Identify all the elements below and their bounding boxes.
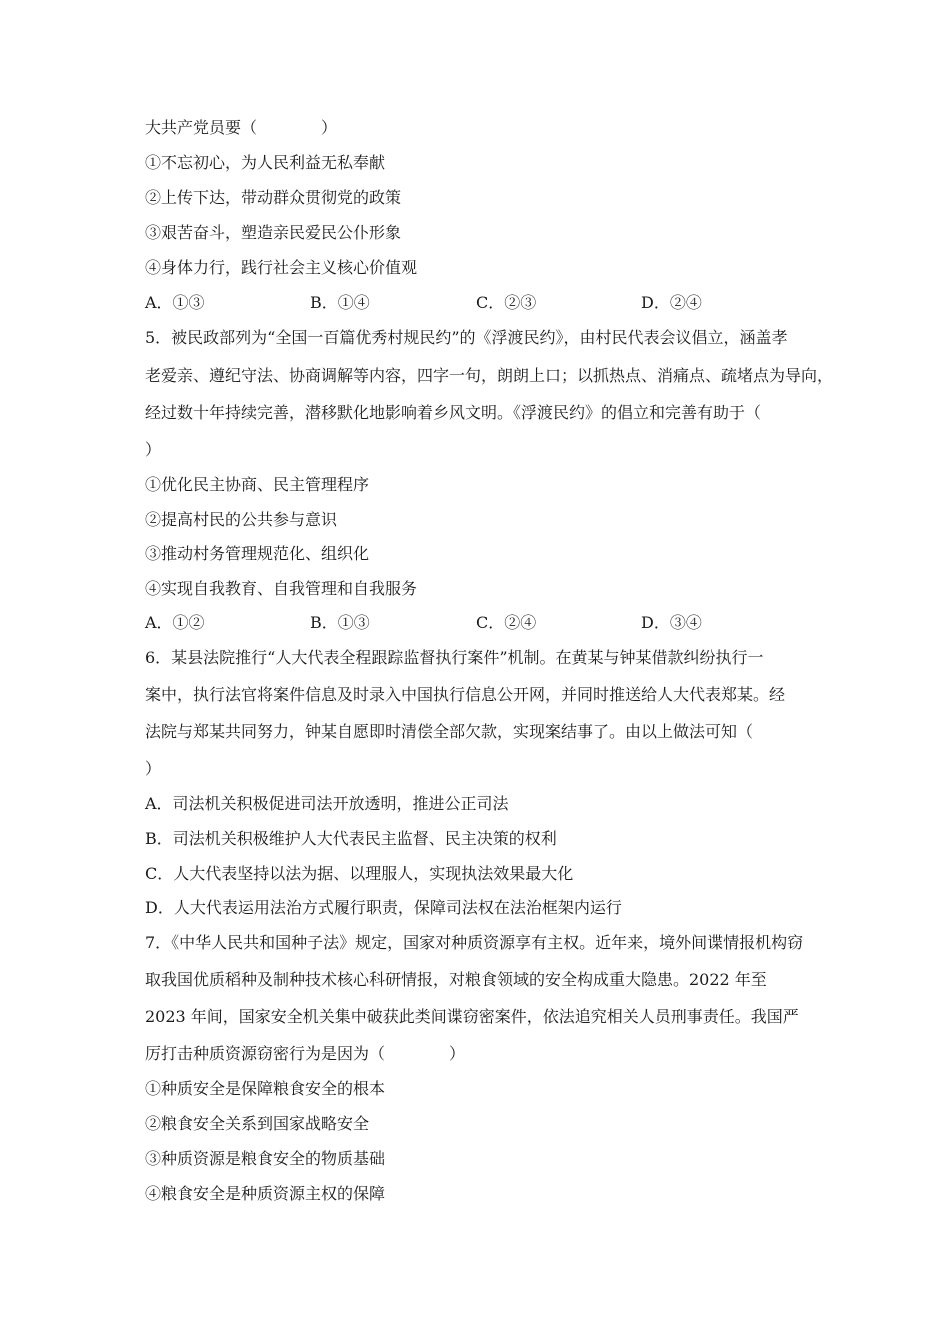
q7-stem-line-2: 取我国优质稻种及制种技术核心科研情报，对粮食领域的安全构成重大隐患。2022 年至 bbox=[145, 970, 767, 989]
q5-stem-line-2: 老爱亲、遵纪守法、协商调解等内容，四字一句，朗朗上口；以抓热点、消痛点、疏堵点为导向， bbox=[145, 366, 834, 385]
q5-item-1: ①优化民主协商、民主管理程序 bbox=[145, 475, 370, 494]
q4-item-3: ③艰苦奋斗，塑造亲民爱民公仆形象 bbox=[145, 223, 402, 242]
q5-option-d: D．③④ bbox=[641, 613, 702, 632]
q5-stem-line-4: ） bbox=[145, 440, 162, 459]
q7-item-4: ④粮食安全是种质资源主权的保障 bbox=[145, 1184, 386, 1203]
q7-stem-line-4: 厉打击种质资源窃密行为是因为（ ） bbox=[145, 1044, 466, 1063]
q5-options bbox=[145, 613, 825, 633]
q7-item-1: ①种质安全是保障粮食安全的根本 bbox=[145, 1079, 386, 1098]
q7-stem-line-1: 7．《中华人民共和国种子法》规定，国家对种质资源享有主权。近年来，境外间谍情报机构窃 bbox=[145, 933, 804, 952]
q5-option-a: A．①② bbox=[145, 613, 205, 632]
q6-choice-b: B．司法机关积极维护人大代表民主监督、民主决策的权利 bbox=[145, 829, 557, 848]
q4-option-c: C．②③ bbox=[476, 293, 537, 312]
q4-item-2: ②上传下达，带动群众贯彻党的政策 bbox=[145, 188, 402, 207]
q7-item-2: ②粮食安全关系到国家战略安全 bbox=[145, 1114, 370, 1133]
q6-stem-line-3: 法院与郑某共同努力，钟某自愿即时清偿全部欠款，实现案结事了。由以上做法可知（ bbox=[145, 722, 754, 741]
q6-stem-line-4: ） bbox=[145, 759, 162, 778]
q6-stem-line-2: 案中，执行法官将案件信息及时录入中国执行信息公开网，并同时推送给人大代表郑某。经 bbox=[145, 685, 786, 704]
q5-option-b: B．①③ bbox=[310, 613, 370, 632]
q7-stem-line-3: 2023 年间，国家安全机关集中破获此类间谍窃密案件，依法追究相关人员刑事责任。我国严 bbox=[145, 1007, 799, 1026]
q6-choice-a: A．司法机关积极促进司法开放透明，推进公正司法 bbox=[145, 794, 509, 813]
q4-options bbox=[145, 293, 825, 313]
q5-stem-line-1: 5．被民政部列为“全国一百篇优秀村规民约”的《浮渡民约》，由村民代表会议倡立，涵盖孝 bbox=[145, 328, 788, 347]
q5-item-3: ③推动村务管理规范化、组织化 bbox=[145, 544, 370, 563]
q4-option-a: A．①③ bbox=[145, 293, 205, 312]
q4-item-4: ④身体力行，践行社会主义核心价值观 bbox=[145, 258, 418, 277]
q4-item-1: ①不忘初心，为人民利益无私奉献 bbox=[145, 153, 386, 172]
q4-stem-tail: 大共产党员要（ ） bbox=[145, 118, 338, 137]
q6-choice-c: C．人大代表坚持以法为据、以理服人，实现执法效果最大化 bbox=[145, 864, 574, 883]
q6-choice-d: D．人大代表运用法治方式履行职责，保障司法权在法治框架内运行 bbox=[145, 898, 622, 917]
q5-stem-line-3: 经过数十年持续完善，潜移默化地影响着乡风文明。《浮渡民约》的倡立和完善有助于（ bbox=[145, 403, 762, 422]
q5-item-2: ②提高村民的公共参与意识 bbox=[145, 510, 338, 529]
q7-item-3: ③种质资源是粮食安全的物质基础 bbox=[145, 1149, 386, 1168]
q4-option-b: B．①④ bbox=[310, 293, 370, 312]
q6-stem-line-1: 6．某县法院推行“人大代表全程跟踪监督执行案件”机制。在黄某与钟某借款纠纷执行一 bbox=[145, 648, 764, 667]
q5-item-4: ④实现自我教育、自我管理和自我服务 bbox=[145, 579, 418, 598]
q5-option-c: C．②④ bbox=[476, 613, 537, 632]
q4-option-d: D．②④ bbox=[641, 293, 702, 312]
